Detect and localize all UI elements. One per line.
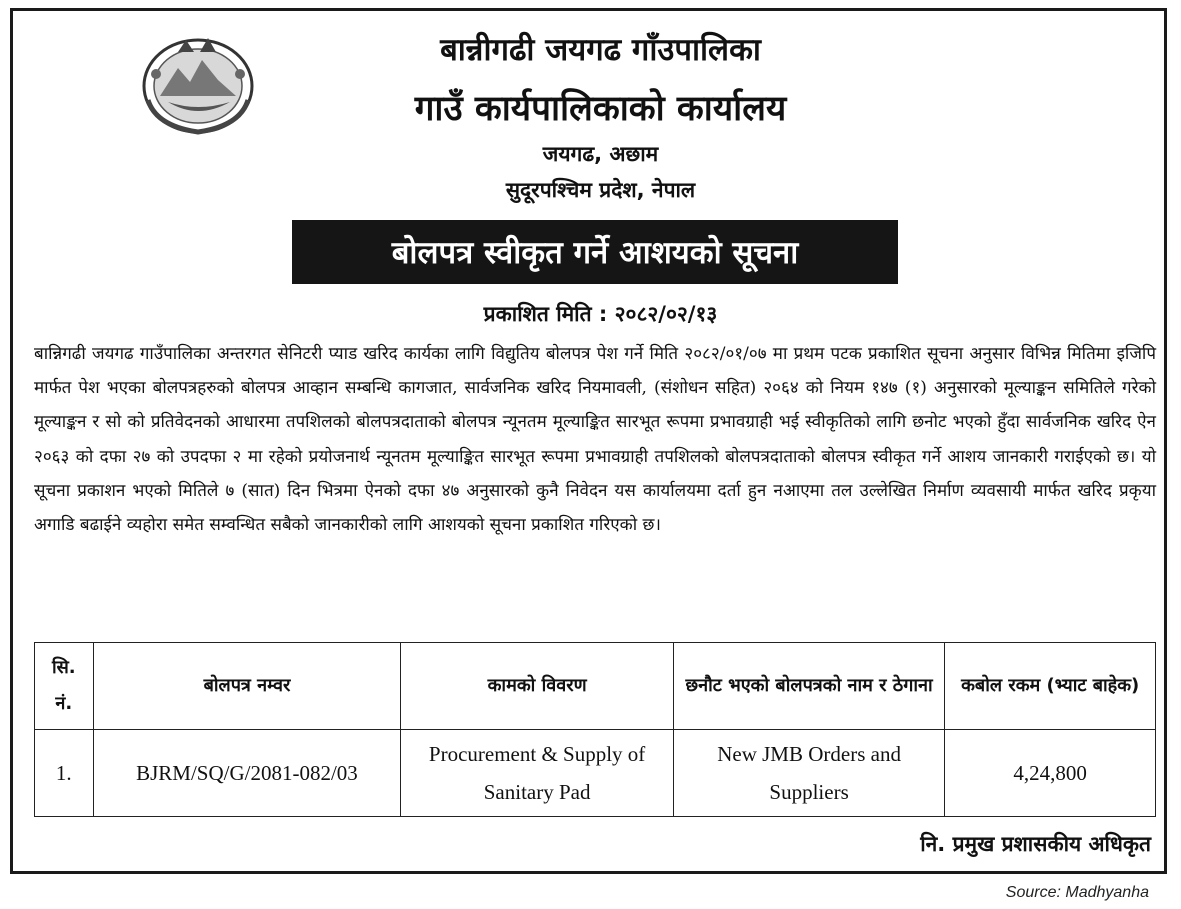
province-country: सुदूरपश्चिम प्रदेश, नेपाल	[505, 178, 696, 202]
office-location: जयगढ, अछाम	[542, 142, 659, 166]
notice-body: बान्निगढी जयगढ गाउँपालिका अन्तरगत सेनिटरी प्याड खरिद कार्यका लागि विद्युतिय बोलपत्र पेश गर्ने मिति २०८२/०१/०७ मा प्रथम पटक प्रकाशित सूचना अनुसार विभिन्न मितिमा इजिपि मार्फत पेश भएका बोलपत्रहरुको बोलपत्र आव्हान सम्बन्धि कागजात, सार्वजनिक खरिद नियमावली, (संशोधन सहित) २०६४ को नियम १४७ (१) अनुसारको मूल्याङ्कन समितिले गरेको मूल्याङ्कन र सो को प्रतिवेदनको आधारमा तपशिलको बोलपत्रदाताको बोलपत्र न्यूनतम मूल्याङ्कित सारभूत रूपमा प्रभावग्राही भई स्वीकृतिको लागि छनोट भएको हुँदा सार्वजनिक खरिद ऐन २०६३ को दफा २७ को उपदफा २ मा रहेको प्रयोजनार्थ न्यूनतम मूल्याङ्कित सारभूत रूपमा प्रभावग्राही तपशिलको बोलपत्रदाताको बोलपत्र स्वीकृत गर्ने आशय जानकारी गराईएको छ। यो सूचना प्रकाशन भएको मितिले ७ (सात) दिन भित्रमा ऐनको दफा ४७ अनुसारको कुनै निवेदन यस कार्यालयमा दर्ता हुन नआएमा तल उल्लेखित निर्माण व्यवसायी मार्फत खरिद प्रकृया अगाडि बढाईने व्यहोरा समेत सम्वन्धित सबैको जानकारीको लागि आशयको सूचना प्रकाशित गरिएको छ।	[34, 344, 1156, 536]
col-header-bid-number: बोलपत्र नम्वर	[93, 643, 401, 730]
signature-title: नि. प्रमुख प्रशासकीय अधिकृत	[920, 832, 1151, 856]
cell-work-description: Procurement & Supply of Sanitary Pad	[401, 730, 674, 817]
cell-bid-amount: 4,24,800	[945, 730, 1156, 817]
bid-table	[34, 642, 1156, 817]
cell-bidder-name: New JMB Orders and Suppliers	[673, 730, 944, 817]
cell-bid-number: BJRM/SQ/G/2081-082/03	[93, 730, 401, 817]
notice-title: बोलपत्र स्वीकृत गर्ने आशयको सूचना	[391, 235, 799, 271]
cell-serial: 1.	[35, 730, 94, 817]
col-header-bid-amount: कबोल रकम (भ्याट बाहेक)	[945, 643, 1156, 730]
col-header-serial: सि. नं.	[35, 643, 94, 730]
table-row	[35, 730, 1156, 817]
office-name: गाउँ कार्यपालिकाको कार्यालय	[414, 89, 787, 129]
col-header-work-description: कामको विवरण	[401, 643, 674, 730]
col-header-bidder-name-address: छनौट भएको बोलपत्रको नाम र ठेगाना	[673, 643, 944, 730]
municipality-name: बान्नीगढी जयगढ गाँउपालिका	[440, 32, 761, 68]
source-credit: Source: Madhyanha	[1005, 884, 1149, 901]
notice-title-banner	[292, 220, 898, 284]
published-date: प्रकाशित मिति : २०८२/०२/१३	[483, 302, 718, 326]
table-header-row	[35, 643, 1156, 730]
